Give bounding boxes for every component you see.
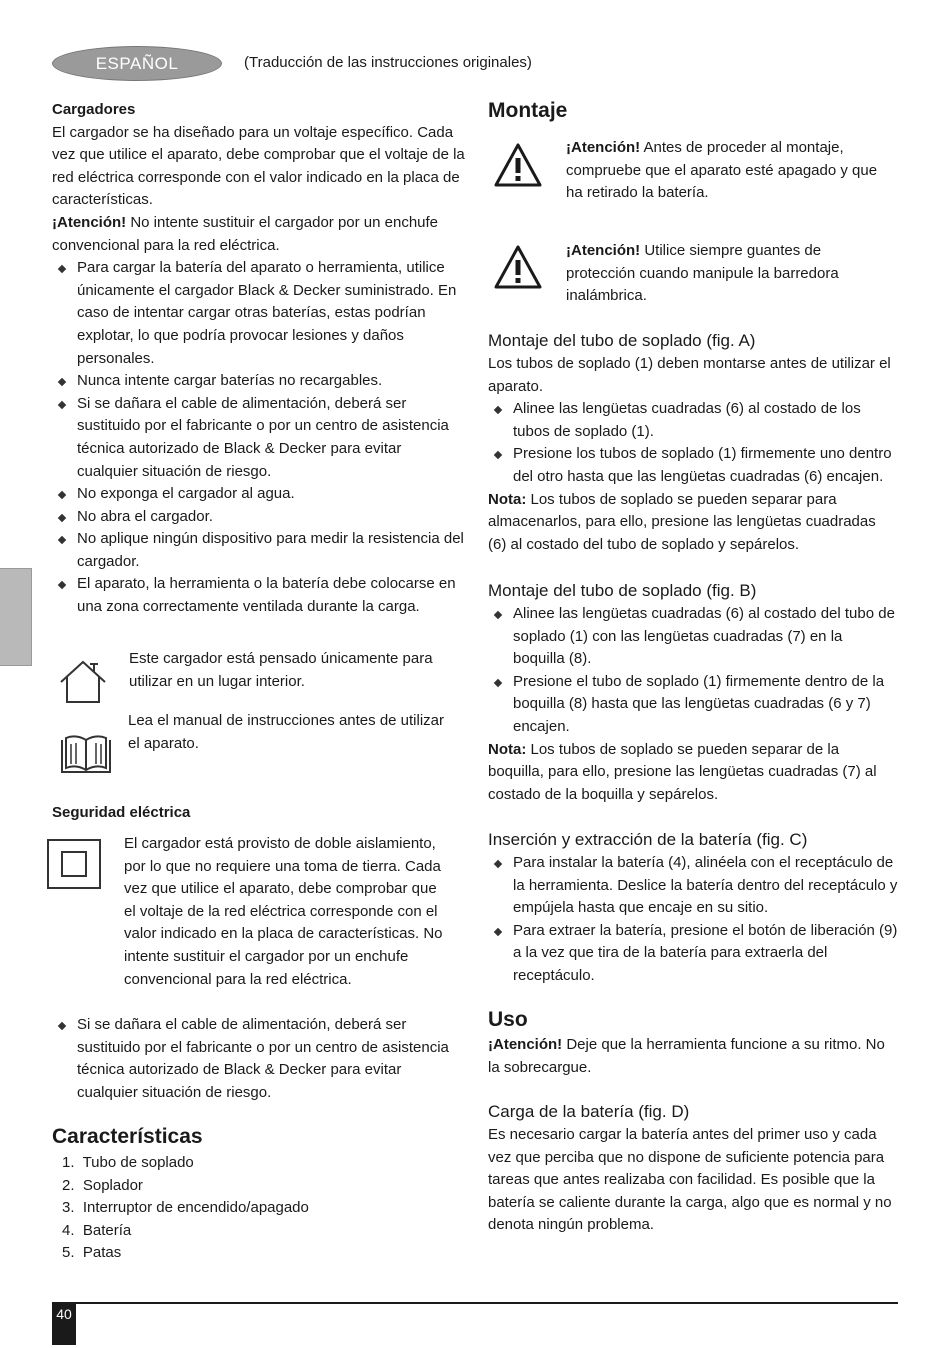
list-item: Presione el tubo de soplado (1) firmemente dentro de la boquilla (8) hasta que las lengüetas cuadradas (6 y 7) encajen.	[488, 671, 898, 739]
diamond-bullet-icon	[494, 611, 502, 619]
list-item: No aplique ningún dispositivo para medir la resistencia del cargador.	[52, 528, 466, 573]
carga-heading: Carga de la batería (fig. D)	[488, 1102, 690, 1121]
list-item: Alinee las lengüetas cuadradas (6) al costado de los tubos de soplado (1).	[488, 398, 898, 443]
features-list	[52, 1152, 466, 1265]
tubo-a-intro: Los tubos de soplado (1) deben montarse antes de utilizar el aparato.	[488, 355, 891, 395]
house-icon	[58, 658, 108, 706]
tubo-b-bullets	[488, 603, 898, 739]
list-item: Si se dañara el cable de alimentación, deberá ser sustituido por el fabricante o por un centro de asistencia técnica autorizado de Black & Decker para evitar cualquier situación de riesgo.	[52, 1014, 466, 1104]
tubo-b-note: Nota: Los tubos de soplado se pueden separar de la boquilla, para ello, presione las lengüetas cuadradas (7) al costado de la boquilla y sepárelos.	[488, 740, 877, 803]
tubo-b-section	[488, 580, 898, 806]
diamond-bullet-icon	[494, 928, 502, 936]
list-item: Para extraer la batería, presione el botón de liberación (9) a la vez que tira de la batería para extraerla del receptáculo.	[488, 920, 898, 988]
list-item: 2. Soplador	[62, 1176, 143, 1194]
list-item: Nunca intente cargar baterías no recargables.	[52, 370, 466, 393]
warning-text: Antes de proceder al montaje, compruebe que el aparato esté apagado y que ha retirado la batería.	[566, 139, 878, 202]
footer-rule	[52, 1302, 898, 1304]
bateria-heading: Inserción y extracción de la batería (fig. C)	[488, 830, 808, 849]
uso-section	[488, 1007, 898, 1079]
diamond-bullet-icon	[58, 265, 66, 273]
diamond-bullet-icon	[58, 1022, 66, 1030]
montaje-warning-1	[566, 137, 886, 205]
diamond-bullet-icon	[494, 406, 502, 414]
cargadores-intro: El cargador se ha diseñado para un voltaje específico. Cada vez que utilice el aparato, debe comprobar que el voltaje de la red eléctrica corresponde con el valor indicado en la placa de características.	[52, 123, 465, 209]
left-column	[52, 99, 466, 619]
bateria-bullets	[488, 852, 898, 988]
tubo-a-section	[488, 330, 898, 556]
diamond-bullet-icon	[58, 581, 66, 589]
seguridad-bullets	[52, 1014, 466, 1104]
list-item: El aparato, la herramienta o la batería debe colocarse en una zona correctamente ventilada durante la carga.	[52, 573, 466, 618]
diamond-bullet-icon	[494, 451, 502, 459]
list-item: Alinee las lengüetas cuadradas (6) al costado del tubo de soplado (1) con las lengüetas cuadradas (7) en la boquilla (8).	[488, 603, 898, 671]
book-icon	[58, 734, 114, 776]
seguridad-heading: Seguridad eléctrica	[52, 804, 191, 821]
cargadores-bullets	[52, 257, 466, 619]
carga-text: Es necesario cargar la batería antes del primer uso y cada vez que perciba que no dispone de suficiente potencia para tareas que antes realizaba con facilidad. Es posible que la batería se caliente durante la carga, algo que es normal y no denota ningún problema.	[488, 1126, 892, 1234]
manual-text: Lea el manual de instrucciones antes de utilizar el aparato.	[128, 712, 445, 752]
diamond-bullet-icon	[58, 536, 66, 544]
uso-warning: ¡Atención! Deje que la herramienta funcione a su ritmo. No la sobrecargue.	[488, 1036, 885, 1076]
caracteristicas-heading: Características	[52, 1125, 203, 1148]
insulation-text: El cargador está provisto de doble aislamiento, por lo que no requiere una toma de tierra. Cada vez que utilice el aparato, debe comprobar que el voltaje de la red eléctrica corresponde con el valor indicado en la placa de características. No intente sustituir el cargador por un enchufe convencional para la red eléctrica.	[124, 835, 443, 988]
caracteristicas-section	[52, 1124, 466, 1265]
cargadores-warning	[52, 212, 466, 257]
carga-section	[488, 1101, 898, 1237]
language-badge: ESPAÑOL	[52, 46, 222, 81]
cargadores-heading: Cargadores	[52, 101, 136, 118]
list-item: Para instalar la batería (4), alinéela con el receptáculo de la herramienta. Deslice la batería dentro del receptáculo y empújela hasta que encaje en su sitio.	[488, 852, 898, 920]
side-language-tab	[0, 568, 32, 666]
warning-label: ¡Atención!	[566, 139, 641, 156]
list-item: Presione los tubos de soplado (1) firmemente uno dentro del otro hasta que las lengüetas cuadradas (6) encajen.	[488, 443, 898, 488]
warning-text: Utilice siempre guantes de protección cuando manipule la barredora inalámbrica.	[566, 242, 839, 305]
list-item: 3. Interruptor de encendido/apagado	[62, 1199, 309, 1217]
uso-heading: Uso	[488, 1008, 528, 1031]
montaje-warning-2	[566, 240, 886, 308]
list-item: 4. Batería	[62, 1221, 132, 1239]
list-item: 1. Tubo de soplado	[62, 1154, 194, 1171]
diamond-bullet-icon	[58, 513, 66, 521]
warning-label: ¡Atención!	[52, 213, 127, 231]
diamond-bullet-icon	[58, 400, 66, 408]
tubo-a-heading: Montaje del tubo de soplado (fig. A)	[488, 331, 756, 350]
tubo-b-heading: Montaje del tubo de soplado (fig. B)	[488, 581, 757, 600]
list-item: Para cargar la batería del aparato o herramienta, utilice únicamente el cargador Black & Decker suministrado. En caso de intentar cargar otras baterías, estas podrían explotar, lo que podría provocar lesiones y daños personales.	[52, 257, 466, 370]
diamond-bullet-icon	[494, 679, 502, 687]
translation-note: (Traducción de las instrucciones originales)	[244, 54, 532, 71]
list-item: No abra el cargador.	[52, 506, 466, 529]
warning-triangle-icon	[493, 244, 543, 290]
diamond-bullet-icon	[58, 378, 66, 386]
diamond-bullet-icon	[494, 860, 502, 868]
montaje-heading: Montaje	[488, 99, 568, 122]
list-item: Si se dañara el cable de alimentación, deberá ser sustituido por el fabricante o por un centro de asistencia técnica autorizado de Black & Decker para evitar cualquier situación de riesgo.	[52, 393, 466, 483]
double-insulation-icon	[46, 838, 102, 890]
bateria-section	[488, 829, 898, 988]
indoor-text: Este cargador está pensado únicamente para utilizar en un lugar interior.	[129, 650, 433, 690]
tubo-a-bullets	[488, 398, 898, 488]
list-item: No exponga el cargador al agua.	[52, 483, 466, 506]
warning-triangle-icon	[493, 142, 543, 188]
warning-text: No intente sustituir el cargador por un enchufe convencional para la red eléctrica.	[52, 213, 439, 254]
list-item: 5. Patas	[62, 1244, 122, 1262]
tubo-a-note: Nota: Los tubos de soplado se pueden separar para almacenarlos, para ello, presione las lengüetas cuadradas (6) al costado del tubo de soplado y sepárelos.	[488, 490, 876, 553]
diamond-bullet-icon	[58, 491, 66, 499]
page-number: 40	[52, 1303, 76, 1345]
warning-label: ¡Atención!	[566, 242, 641, 259]
